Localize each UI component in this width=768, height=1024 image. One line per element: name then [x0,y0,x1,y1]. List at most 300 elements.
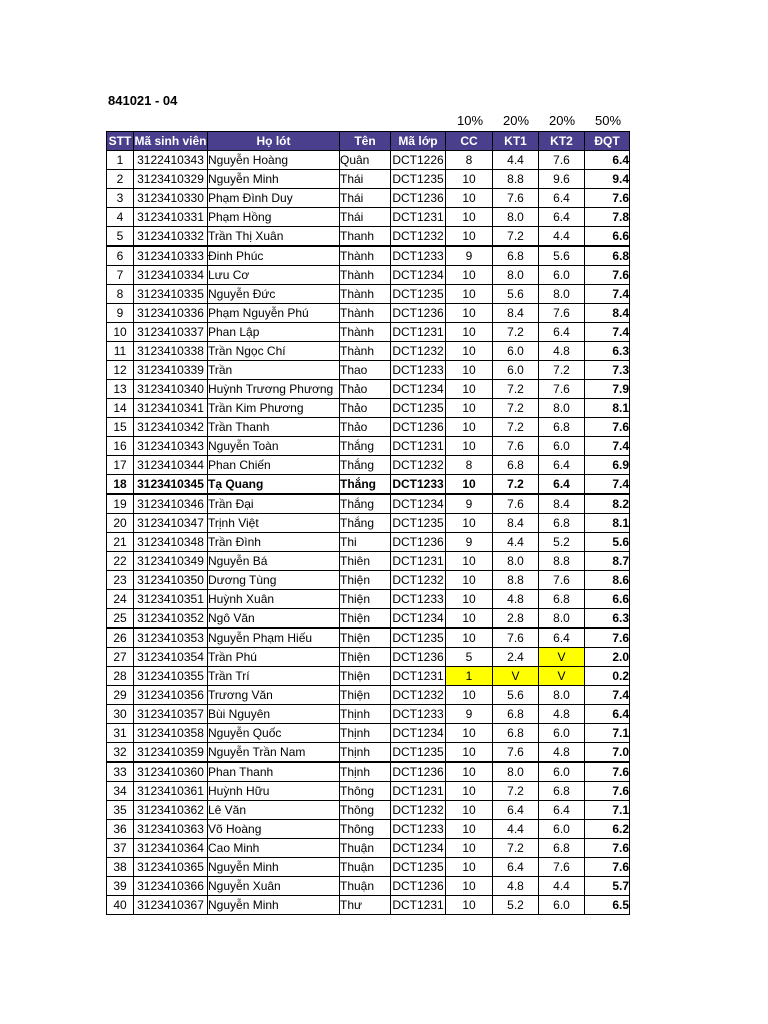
cell-stt: 11 [107,342,134,361]
cell-malop: DCT1235 [391,628,446,648]
cell-dqt: 7.6 [585,418,630,437]
table-row [107,342,630,361]
cell-ten: Thiện [340,590,391,609]
cell-holot: Ngô Văn [208,609,340,629]
cell-kt1: 7.6 [493,628,539,648]
cell-kt1: 8.0 [493,208,539,227]
cell-dqt: 5.7 [585,877,630,896]
header-holot: Họ lót [208,132,340,151]
cell-kt2: 8.0 [539,609,585,629]
cell-holot: Nguyễn Minh [208,896,340,915]
table-row [107,227,630,247]
cell-mssv: 3123410366 [134,877,208,896]
cell-stt: 12 [107,361,134,380]
cell-malop: DCT1233 [391,246,446,266]
cell-ten: Thiện [340,571,391,590]
table-row [107,877,630,896]
cell-cc: 10 [446,227,493,247]
header-malop: Mã lớp [391,132,446,151]
cell-ten: Thi [340,533,391,552]
cell-cc: 10 [446,342,493,361]
table-row [107,285,630,304]
cell-stt: 1 [107,151,134,170]
table-row [107,743,630,763]
table-row [107,208,630,227]
cell-dqt: 8.1 [585,514,630,533]
cell-mssv: 3122410343 [134,151,208,170]
cell-dqt: 8.1 [585,399,630,418]
cell-malop: DCT1233 [391,475,446,495]
table-row [107,266,630,285]
cell-ten: Thịnh [340,743,391,763]
cell-malop: DCT1234 [391,609,446,629]
cell-cc: 10 [446,361,493,380]
cell-stt: 2 [107,170,134,189]
cell-dqt: 7.9 [585,380,630,399]
cell-dqt: 6.3 [585,609,630,629]
weight-dqt: 50% [594,113,622,128]
cell-ten: Thao [340,361,391,380]
cell-ten: Thành [340,323,391,342]
cell-stt: 6 [107,246,134,266]
table-row [107,820,630,839]
header-mssv: Mã sinh viên [134,132,208,151]
table-row [107,475,630,495]
cell-dqt: 6.4 [585,705,630,724]
cell-dqt: 7.3 [585,361,630,380]
cell-kt2: 6.8 [539,418,585,437]
cell-dqt: 7.0 [585,743,630,763]
table-row [107,648,630,667]
header-stt: STT [107,132,134,151]
cell-cc: 10 [446,877,493,896]
cell-stt: 26 [107,628,134,648]
cell-ten: Thái [340,189,391,208]
cell-cc: 10 [446,628,493,648]
cell-dqt: 8.7 [585,552,630,571]
cell-holot: Nguyễn Minh [208,858,340,877]
cell-kt2: 4.8 [539,743,585,763]
cell-holot: Phạm Đình Duy [208,189,340,208]
cell-malop: DCT1231 [391,552,446,571]
cell-cc: 10 [446,399,493,418]
cell-dqt: 7.4 [585,437,630,456]
header-kt1: KT1 [493,132,539,151]
cell-kt1: 7.6 [493,189,539,208]
cell-ten: Thành [340,285,391,304]
cell-dqt: 5.6 [585,533,630,552]
cell-mssv: 3123410350 [134,571,208,590]
cell-ten: Thư [340,896,391,915]
cell-mssv: 3123410341 [134,399,208,418]
cell-kt1: 8.0 [493,552,539,571]
cell-ten: Thắng [340,514,391,533]
cell-ten: Thuận [340,858,391,877]
cell-mssv: 3123410354 [134,648,208,667]
cell-ten: Thắng [340,456,391,475]
cell-mssv: 3123410331 [134,208,208,227]
cell-malop: DCT1234 [391,839,446,858]
cell-holot: Phan Chiến [208,456,340,475]
cell-kt1: 6.8 [493,724,539,743]
cell-kt1: 7.2 [493,227,539,247]
cell-mssv: 3123410337 [134,323,208,342]
cell-stt: 22 [107,552,134,571]
cell-cc: 10 [446,437,493,456]
cell-cc: 10 [446,285,493,304]
table-row [107,686,630,705]
cell-kt1: 7.2 [493,399,539,418]
cell-mssv: 3123410362 [134,801,208,820]
cell-malop: DCT1235 [391,399,446,418]
cell-mssv: 3123410334 [134,266,208,285]
table-row [107,189,630,208]
cell-holot: Phan Lập [208,323,340,342]
cell-kt2: 6.8 [539,782,585,801]
cell-malop: DCT1235 [391,285,446,304]
cell-holot: Phạm Hồng [208,208,340,227]
cell-kt1: 6.4 [493,858,539,877]
cell-holot: Tạ Quang [208,475,340,495]
cell-ten: Thái [340,170,391,189]
cell-stt: 37 [107,839,134,858]
table-row [107,494,630,514]
cell-cc: 9 [446,246,493,266]
cell-mssv: 3123410343 [134,437,208,456]
cell-malop: DCT1234 [391,380,446,399]
cell-holot: Nguyễn Phạm Hiếu [208,628,340,648]
cell-stt: 8 [107,285,134,304]
cell-cc: 10 [446,266,493,285]
cell-stt: 25 [107,609,134,629]
cell-mssv: 3123410342 [134,418,208,437]
cell-ten: Thiện [340,609,391,629]
cell-malop: DCT1236 [391,418,446,437]
cell-ten: Thảo [340,380,391,399]
cell-stt: 35 [107,801,134,820]
cell-dqt: 7.4 [585,323,630,342]
table-row [107,304,630,323]
cell-kt1: 7.6 [493,743,539,763]
cell-ten: Thái [340,208,391,227]
cell-kt2: 7.2 [539,361,585,380]
table-row [107,609,630,629]
cell-kt2: 6.4 [539,628,585,648]
cell-kt2: 4.8 [539,705,585,724]
cell-ten: Thiện [340,686,391,705]
cell-stt: 10 [107,323,134,342]
cell-kt1: 5.2 [493,896,539,915]
cell-malop: DCT1233 [391,820,446,839]
cell-holot: Trần Ngọc Chí [208,342,340,361]
cell-malop: DCT1231 [391,782,446,801]
cell-kt2: V [539,648,585,667]
table-row [107,552,630,571]
cell-ten: Thắng [340,475,391,495]
table-row [107,151,630,170]
cell-holot: Nguyễn Bá [208,552,340,571]
cell-dqt: 7.6 [585,839,630,858]
cell-malop: DCT1231 [391,896,446,915]
cell-holot: Trần Kim Phương [208,399,340,418]
table-row [107,571,630,590]
cell-kt2: 5.6 [539,246,585,266]
cell-stt: 3 [107,189,134,208]
cell-mssv: 3123410353 [134,628,208,648]
cell-cc: 10 [446,858,493,877]
cell-kt2: 6.8 [539,839,585,858]
table-row [107,782,630,801]
cell-kt1: 8.0 [493,266,539,285]
cell-mssv: 3123410348 [134,533,208,552]
cell-malop: DCT1232 [391,571,446,590]
cell-stt: 15 [107,418,134,437]
cell-ten: Thành [340,246,391,266]
cell-stt: 36 [107,820,134,839]
cell-holot: Trịnh Việt [208,514,340,533]
cell-ten: Thanh [340,227,391,247]
cell-kt1: 8.8 [493,571,539,590]
cell-kt1: 5.6 [493,285,539,304]
cell-dqt: 7.6 [585,858,630,877]
cell-malop: DCT1236 [391,762,446,782]
cell-stt: 9 [107,304,134,323]
table-row [107,170,630,189]
cell-kt1: 6.4 [493,801,539,820]
cell-mssv: 3123410349 [134,552,208,571]
cell-kt1: 7.6 [493,437,539,456]
cell-kt1: 2.4 [493,648,539,667]
cell-dqt: 9.4 [585,170,630,189]
cell-ten: Thành [340,266,391,285]
cell-ten: Thiện [340,667,391,686]
cell-ten: Thiện [340,628,391,648]
cell-kt1: 4.4 [493,533,539,552]
cell-stt: 38 [107,858,134,877]
cell-cc: 10 [446,839,493,858]
cell-malop: DCT1235 [391,743,446,763]
cell-stt: 17 [107,456,134,475]
cell-holot: Lê Văn [208,801,340,820]
cell-kt2: 6.4 [539,208,585,227]
cell-mssv: 3123410352 [134,609,208,629]
cell-dqt: 7.1 [585,724,630,743]
cell-mssv: 3123410340 [134,380,208,399]
cell-kt2: 6.0 [539,820,585,839]
cell-dqt: 6.2 [585,820,630,839]
cell-cc: 10 [446,686,493,705]
cell-stt: 7 [107,266,134,285]
cell-ten: Thịnh [340,724,391,743]
cell-malop: DCT1233 [391,590,446,609]
table-row [107,590,630,609]
cell-mssv: 3123410363 [134,820,208,839]
cell-cc: 10 [446,418,493,437]
cell-cc: 10 [446,782,493,801]
table-row [107,762,630,782]
cell-cc: 10 [446,475,493,495]
cell-cc: 9 [446,494,493,514]
cell-mssv: 3123410360 [134,762,208,782]
cell-kt1: 7.2 [493,475,539,495]
cell-malop: DCT1233 [391,705,446,724]
header-row [107,132,630,151]
cell-kt1: 8.8 [493,170,539,189]
table-row [107,399,630,418]
cell-kt2: 6.4 [539,456,585,475]
cell-stt: 28 [107,667,134,686]
table-row [107,667,630,686]
cell-mssv: 3123410359 [134,743,208,763]
cell-dqt: 6.4 [585,151,630,170]
cell-dqt: 7.6 [585,189,630,208]
cell-mssv: 3123410345 [134,475,208,495]
cell-kt1: 5.6 [493,686,539,705]
cell-holot: Nguyễn Toàn [208,437,340,456]
cell-ten: Thịnh [340,762,391,782]
cell-cc: 9 [446,705,493,724]
cell-mssv: 3123410364 [134,839,208,858]
cell-dqt: 7.6 [585,782,630,801]
table-row [107,380,630,399]
cell-cc: 10 [446,609,493,629]
cell-holot: Đinh Phúc [208,246,340,266]
cell-cc: 1 [446,667,493,686]
cell-cc: 10 [446,380,493,399]
cell-cc: 8 [446,456,493,475]
cell-stt: 13 [107,380,134,399]
table-row [107,896,630,915]
cell-malop: DCT1236 [391,877,446,896]
cell-cc: 10 [446,189,493,208]
cell-kt1: 4.4 [493,151,539,170]
cell-holot: Phạm Nguyễn Phú [208,304,340,323]
cell-stt: 31 [107,724,134,743]
cell-holot: Nguyễn Minh [208,170,340,189]
cell-ten: Thiên [340,552,391,571]
cell-dqt: 8.4 [585,304,630,323]
cell-stt: 27 [107,648,134,667]
cell-dqt: 6.6 [585,227,630,247]
cell-kt1: 2.8 [493,609,539,629]
cell-kt1: 6.8 [493,456,539,475]
cell-malop: DCT1232 [391,456,446,475]
cell-kt2: 4.4 [539,877,585,896]
cell-stt: 29 [107,686,134,705]
cell-holot: Trương Văn [208,686,340,705]
cell-cc: 10 [446,762,493,782]
cell-dqt: 8.2 [585,494,630,514]
cell-kt2: 8.4 [539,494,585,514]
cell-dqt: 7.4 [585,285,630,304]
cell-holot: Phan Thanh [208,762,340,782]
cell-kt1: 7.2 [493,839,539,858]
cell-mssv: 3123410338 [134,342,208,361]
cell-holot: Cao Minh [208,839,340,858]
table-row [107,839,630,858]
table-row [107,418,630,437]
cell-kt1: 4.8 [493,877,539,896]
cell-kt1: 6.8 [493,705,539,724]
cell-stt: 4 [107,208,134,227]
cell-kt2: 6.0 [539,437,585,456]
cell-stt: 24 [107,590,134,609]
cell-stt: 20 [107,514,134,533]
cell-mssv: 3123410361 [134,782,208,801]
cell-malop: DCT1231 [391,208,446,227]
cell-kt2: 6.4 [539,189,585,208]
cell-malop: DCT1231 [391,437,446,456]
cell-kt2: 6.0 [539,896,585,915]
cell-holot: Nguyễn Quốc [208,724,340,743]
cell-kt2: 6.0 [539,762,585,782]
cell-kt1: 6.0 [493,342,539,361]
cell-kt2: 8.0 [539,399,585,418]
cell-cc: 10 [446,590,493,609]
cell-holot: Trần Đình [208,533,340,552]
cell-kt2: 7.6 [539,380,585,399]
cell-holot: Huỳnh Hữu [208,782,340,801]
cell-stt: 40 [107,896,134,915]
cell-malop: DCT1231 [391,323,446,342]
cell-holot: Nguyễn Trần Nam [208,743,340,763]
cell-mssv: 3123410336 [134,304,208,323]
table-row [107,323,630,342]
cell-holot: Trần [208,361,340,380]
table-row [107,858,630,877]
grade-table [106,131,630,915]
cell-holot: Lưu Cơ [208,266,340,285]
cell-mssv: 3123410355 [134,667,208,686]
cell-stt: 19 [107,494,134,514]
table-row [107,361,630,380]
cell-dqt: 0.2 [585,667,630,686]
cell-kt1: 4.8 [493,590,539,609]
cell-holot: Trần Thanh [208,418,340,437]
cell-cc: 10 [446,514,493,533]
cell-ten: Thuận [340,877,391,896]
cell-malop: DCT1233 [391,361,446,380]
cell-malop: DCT1236 [391,304,446,323]
cell-dqt: 6.9 [585,456,630,475]
cell-ten: Thiện [340,648,391,667]
cell-stt: 16 [107,437,134,456]
cell-malop: DCT1235 [391,514,446,533]
cell-mssv: 3123410358 [134,724,208,743]
table-row [107,628,630,648]
cell-holot: Dương Tùng [208,571,340,590]
cell-holot: Võ Hoàng [208,820,340,839]
cell-mssv: 3123410351 [134,590,208,609]
cell-kt2: 4.4 [539,227,585,247]
cell-mssv: 3123410335 [134,285,208,304]
cell-mssv: 3123410332 [134,227,208,247]
cell-mssv: 3123410330 [134,189,208,208]
cell-ten: Thảo [340,418,391,437]
cell-stt: 30 [107,705,134,724]
header-cc: CC [446,132,493,151]
cell-malop: DCT1234 [391,494,446,514]
cell-kt2: 6.4 [539,323,585,342]
cell-dqt: 7.1 [585,801,630,820]
cell-kt2: 6.4 [539,475,585,495]
cell-kt2: 6.8 [539,590,585,609]
weight-kt2: 20% [548,113,576,128]
cell-kt1: 6.0 [493,361,539,380]
table-row [107,514,630,533]
table-row [107,437,630,456]
cell-ten: Thông [340,820,391,839]
